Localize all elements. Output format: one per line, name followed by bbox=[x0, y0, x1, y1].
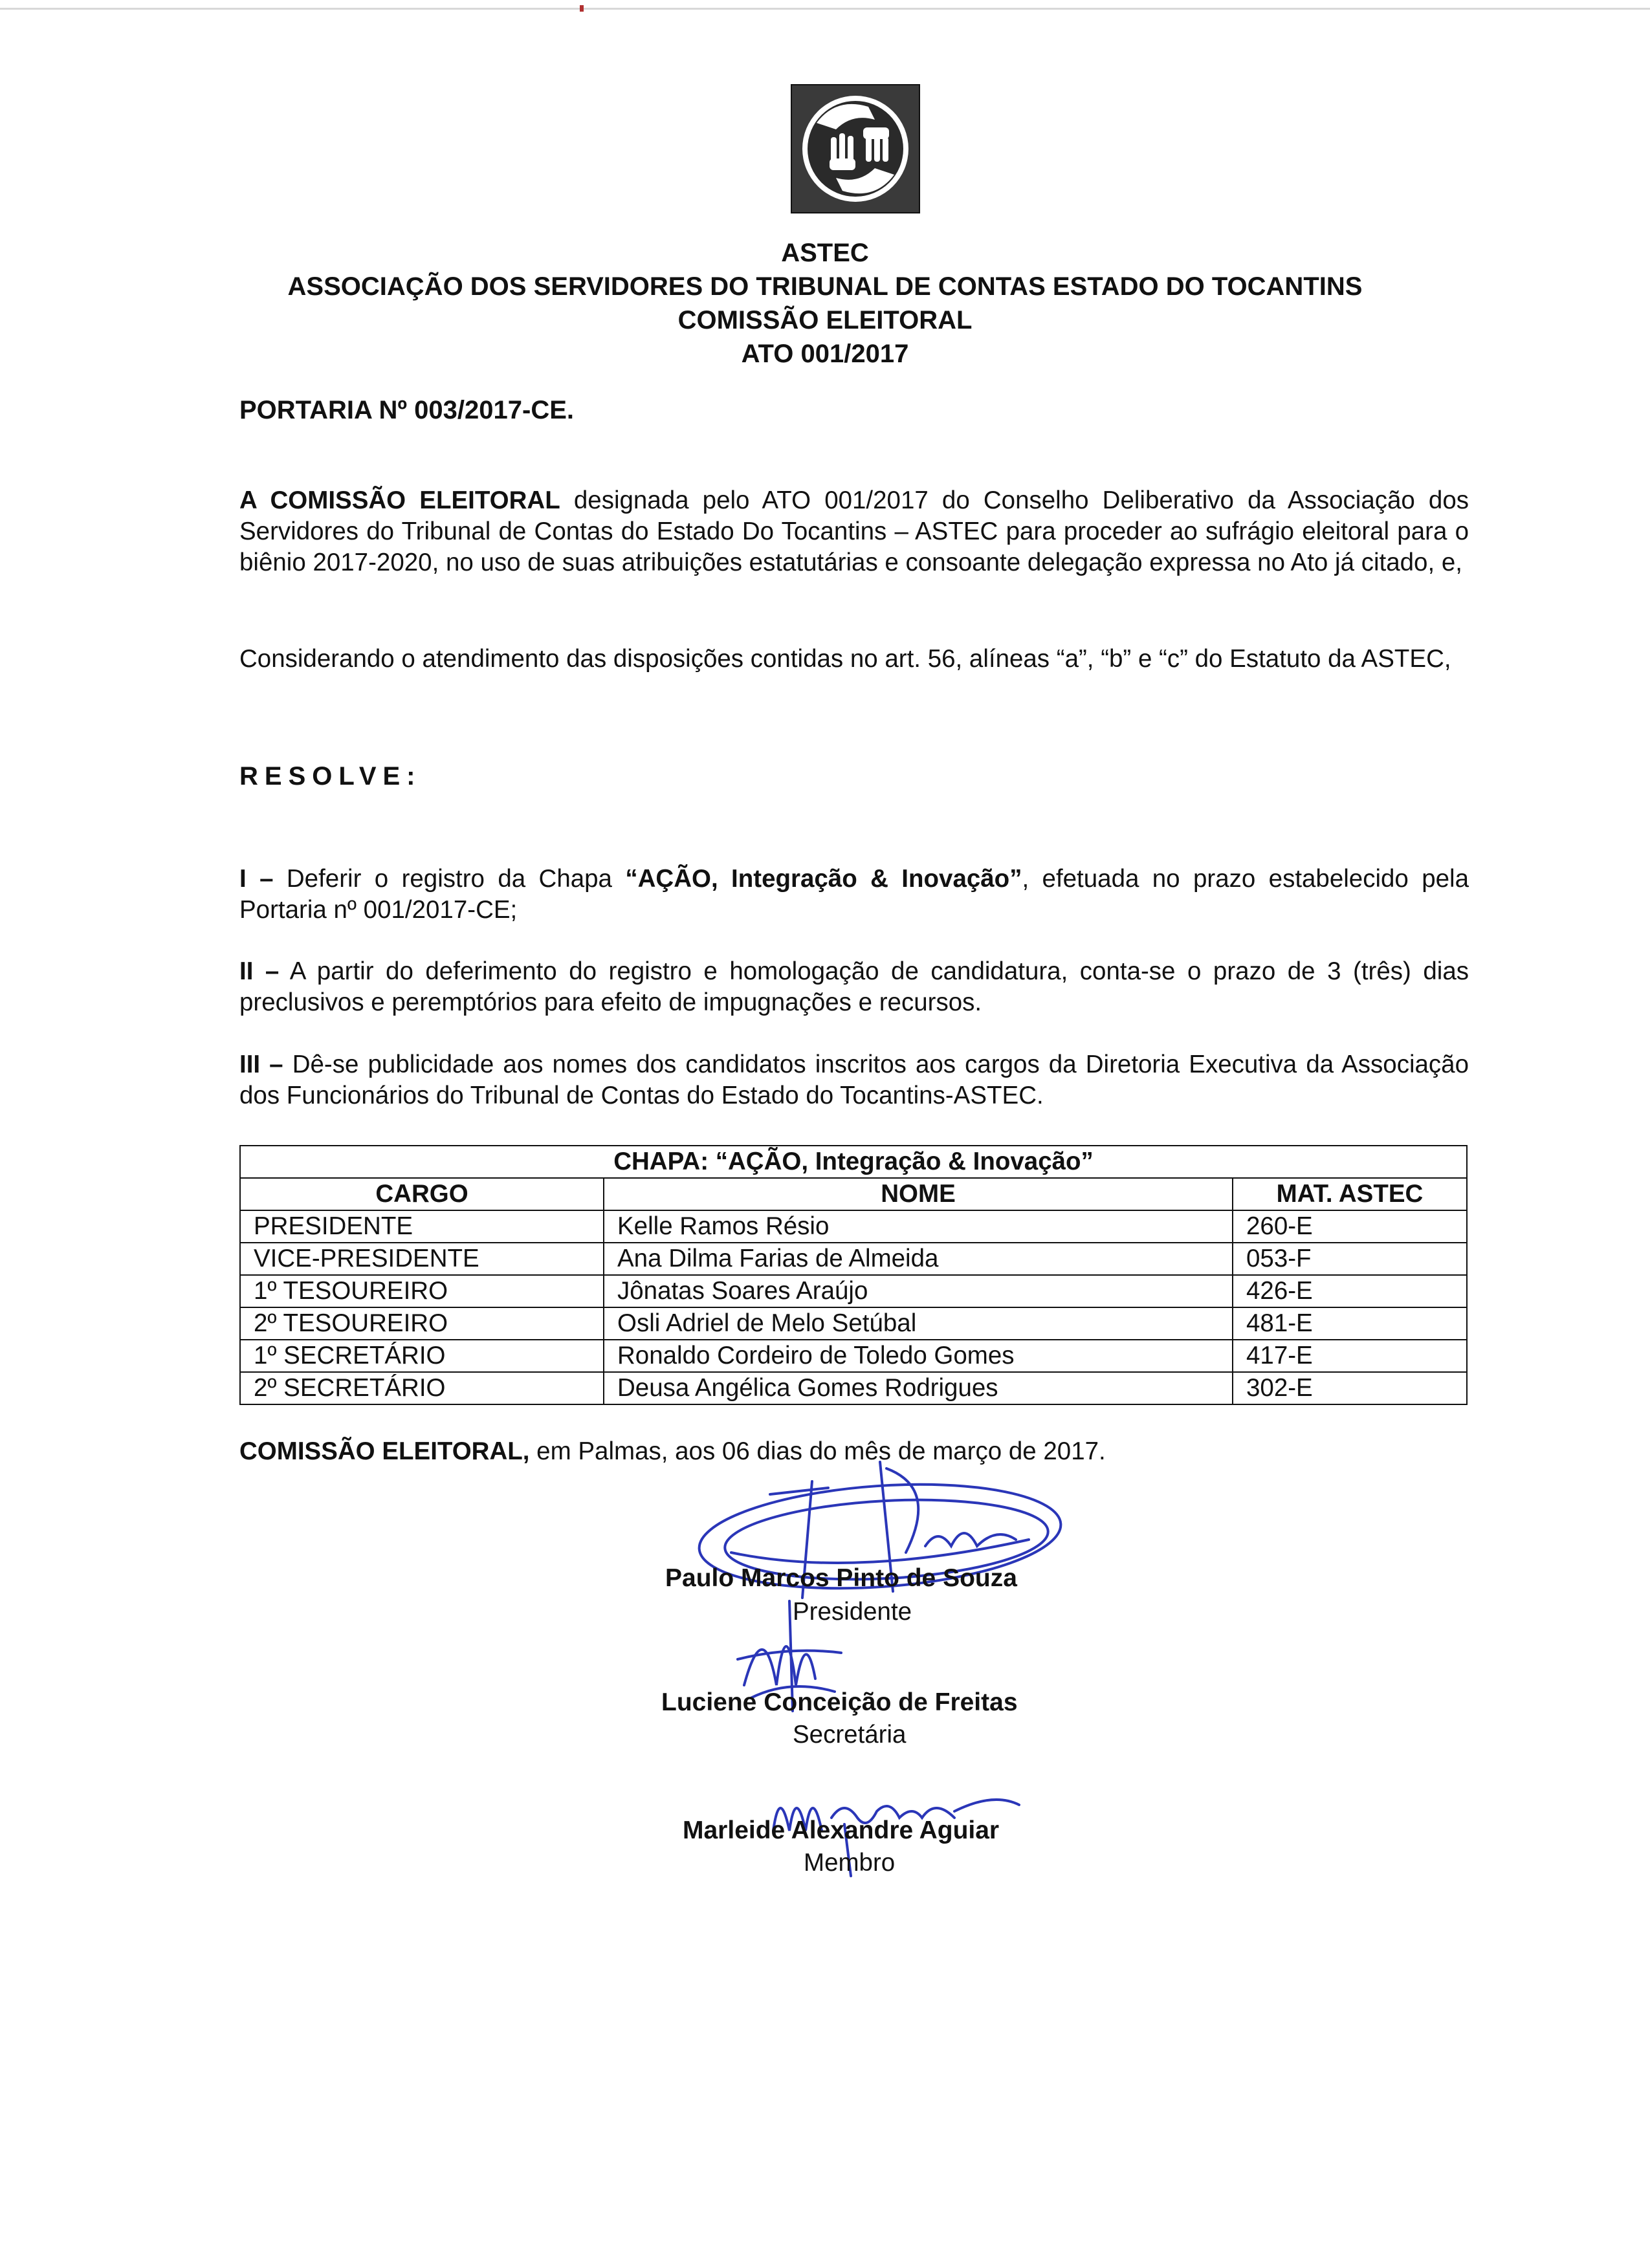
table-row bbox=[240, 1275, 1467, 1307]
cell-cargo: PRESIDENTE bbox=[240, 1210, 604, 1243]
cell-cargo: 1º SECRETÁRIO bbox=[240, 1340, 604, 1372]
intro-text: designada pelo ATO 001/2017 do Conselho Deliberativo da Associação dos Servidores do Tribunal de Contas do Estado Do Tocantins – ASTEC para proceder ao sufrágio eleitoral para o biênio 2017-2020, no uso de suas atribuições estatutárias e consoante delegação expressa no Ato já citado, e, bbox=[239, 486, 1469, 576]
signatory-2-role: Secretária bbox=[793, 1721, 907, 1749]
table-header-row bbox=[240, 1178, 1467, 1210]
signatory-1-name: Paulo Marcos Pinto de Souza bbox=[665, 1564, 1017, 1592]
cell-cargo: VICE-PRESIDENTE bbox=[240, 1243, 604, 1275]
act-number: ATO 001/2017 bbox=[741, 340, 909, 368]
considerando-paragraph: Considerando o atendimento das disposições contidas no art. 56, alíneas “a”, “b” e “c” do Estatuto da ASTEC, bbox=[239, 645, 1451, 673]
item-2 bbox=[239, 956, 1469, 1018]
signatory-3-role: Membro bbox=[804, 1849, 896, 1877]
table-row bbox=[240, 1372, 1467, 1404]
signatory-1-role: Presidente bbox=[793, 1598, 912, 1626]
item-1-number: I – bbox=[239, 865, 274, 893]
cell-nome: Kelle Ramos Résio bbox=[604, 1210, 1233, 1243]
table-row bbox=[240, 1210, 1467, 1243]
table-row bbox=[240, 1243, 1467, 1275]
closing-lead: COMISSÃO ELEITORAL, bbox=[239, 1437, 530, 1465]
org-full-name: ASSOCIAÇÃO DOS SERVIDORES DO TRIBUNAL DE CONTAS ESTADO DO TOCANTINS bbox=[287, 272, 1363, 301]
intro-paragraph bbox=[239, 485, 1469, 578]
resolve-heading: RESOLVE: bbox=[239, 762, 422, 791]
closing-text: em Palmas, aos 06 dias do mês de março de 2017. bbox=[529, 1437, 1106, 1465]
astec-logo-icon bbox=[791, 84, 920, 213]
item-3-number: III – bbox=[239, 1051, 283, 1078]
intro-lead: A COMISSÃO ELEITORAL bbox=[239, 486, 560, 514]
signatory-3-name: Marleide Alexandre Aguiar bbox=[683, 1816, 1000, 1844]
cell-cargo: 2º SECRETÁRIO bbox=[240, 1372, 604, 1404]
scan-mark bbox=[580, 5, 584, 12]
scan-edge-line bbox=[0, 8, 1650, 10]
cell-matricula: 260-E bbox=[1233, 1210, 1467, 1243]
cell-cargo: 1º TESOUREIRO bbox=[240, 1275, 604, 1307]
cell-matricula: 053-F bbox=[1233, 1243, 1467, 1275]
cell-cargo: 2º TESOUREIRO bbox=[240, 1307, 604, 1340]
cell-nome: Osli Adriel de Melo Setúbal bbox=[604, 1307, 1233, 1340]
item-2-number: II – bbox=[239, 957, 280, 985]
cell-nome: Ana Dilma Farias de Almeida bbox=[604, 1243, 1233, 1275]
cell-nome: Deusa Angélica Gomes Rodrigues bbox=[604, 1372, 1233, 1404]
org-short-name: ASTEC bbox=[781, 239, 869, 267]
header-mat-astec: MAT. ASTEC bbox=[1233, 1178, 1467, 1210]
header-nome: NOME bbox=[604, 1178, 1233, 1210]
item-1-text-b: , efetuada no prazo estabelecido pela Portaria nº 001/2017-CE; bbox=[239, 865, 1469, 924]
table-title: CHAPA: “AÇÃO, Integração & Inovação” bbox=[240, 1146, 1467, 1178]
cell-nome: Ronaldo Cordeiro de Toledo Gomes bbox=[604, 1340, 1233, 1372]
table-row bbox=[240, 1340, 1467, 1372]
cell-nome: Jônatas Soares Araújo bbox=[604, 1275, 1233, 1307]
item-1-chapa-name: “AÇÃO, Integração & Inovação” bbox=[625, 865, 1022, 893]
item-1 bbox=[239, 864, 1469, 926]
item-3 bbox=[239, 1049, 1469, 1111]
cell-matricula: 417-E bbox=[1233, 1340, 1467, 1372]
signatory-2-name: Luciene Conceição de Freitas bbox=[661, 1688, 1018, 1716]
candidates-table bbox=[239, 1145, 1468, 1405]
table-row bbox=[240, 1307, 1467, 1340]
commission-title: COMISSÃO ELEITORAL bbox=[677, 306, 973, 334]
cell-matricula: 302-E bbox=[1233, 1372, 1467, 1404]
item-3-text: Dê-se publicidade aos nomes dos candidatos inscritos aos cargos da Diretoria Executiva da Associação dos Funcionários do Tribunal de Contas do Estado do Tocantins-ASTEC. bbox=[239, 1051, 1469, 1109]
table-title-row bbox=[240, 1146, 1467, 1178]
cell-matricula: 426-E bbox=[1233, 1275, 1467, 1307]
item-2-text: A partir do deferimento do registro e homologação de candidatura, conta-se o prazo de 3 (três) dias preclusivos e peremptórios para efeito de impugnações e recursos. bbox=[239, 957, 1469, 1016]
portaria-number: PORTARIA Nº 003/2017-CE. bbox=[239, 396, 574, 424]
header-cargo: CARGO bbox=[240, 1178, 604, 1210]
cell-matricula: 481-E bbox=[1233, 1307, 1467, 1340]
item-1-text-a: Deferir o registro da Chapa bbox=[273, 865, 626, 893]
